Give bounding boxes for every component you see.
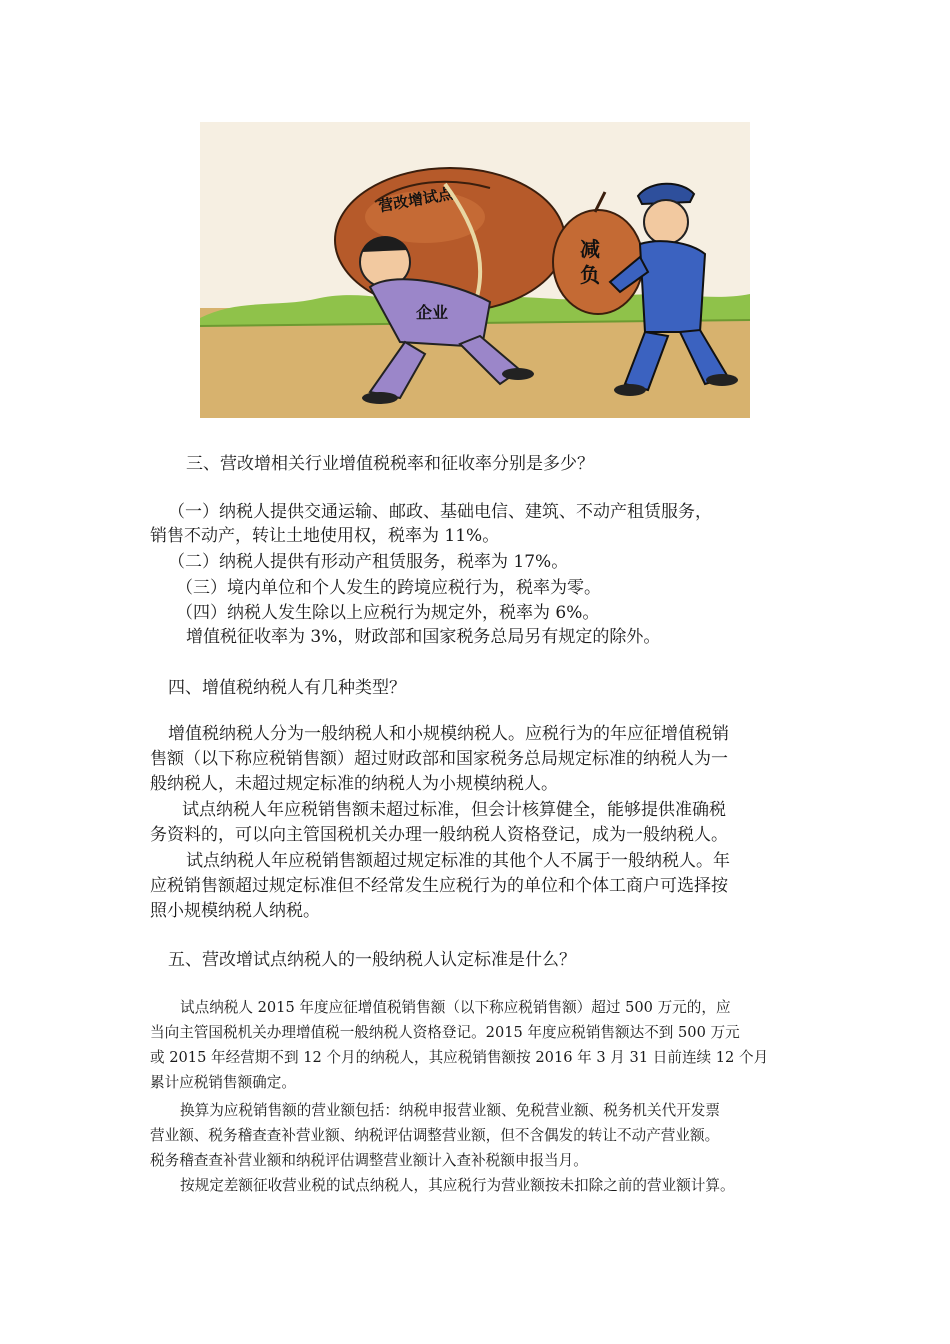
section5-p2-line2: 营业额、税务稽查查补营业额、纳税评估调整营业额，但不含偶发的转让不动产营业额。 [150, 1127, 720, 1144]
section5-p2-line1: 换算为应税销售额的营业额包括：纳税申报营业额、免税营业额、税务机关代开发票 [180, 1102, 720, 1119]
section5-p2-line3: 税务稽查查补营业额和纳税评估调整营业额计入查补税额申报当月。 [150, 1152, 588, 1169]
section5-p3: 按规定差额征收营业税的试点纳税人，其应税行为营业额按未扣除之前的营业额计算。 [180, 1177, 735, 1194]
section5-heading: 五、营改增试点纳税人的一般纳税人认定标准是什么？ [168, 950, 576, 970]
section5-p1-line4: 累计应税销售额确定。 [150, 1074, 296, 1091]
section4-heading: 四、增值税纳税人有几种类型？ [168, 678, 406, 698]
section3-p1-line1: （一）纳税人提供交通运输、邮政、基础电信、建筑、不动产租赁服务， [168, 502, 712, 522]
section5-p1-line3: 或 2015 年经营期不到 12 个月的纳税人，其应税销售额按 2016 年 3 月 31 日前连续 12 个月 [150, 1049, 769, 1066]
section3-p3: （三）境内单位和个人发生的跨境应税行为，税率为零。 [176, 578, 601, 598]
section3-p5: 增值税征收率为 3%，财政部和国家税务总局另有规定的除外。 [186, 627, 661, 647]
section4-p1-line2: 售额（以下称应税销售额）超过财政部和国家税务总局规定标准的纳税人为一 [150, 749, 728, 769]
cartoon-svg [200, 122, 750, 418]
relief-label-1: 减 [580, 237, 600, 261]
body-label: 企业 [416, 303, 449, 322]
section3-p4: （四）纳税人发生除以上应税行为规定外，税率为 6%。 [176, 603, 600, 623]
section3-p2: （二）纳税人提供有形动产租赁服务，税率为 17%。 [168, 552, 569, 572]
section4-p3-line1: 试点纳税人年应税销售额超过规定标准的其他个人不属于一般纳税人。年 [186, 851, 730, 871]
section4-p1-line3: 般纳税人，未超过规定标准的纳税人为小规模纳税人。 [150, 774, 558, 794]
section5-p1-line2: 当向主管国税机关办理增值税一般纳税人资格登记。2015 年度应税销售额达不到 500 万元 [150, 1024, 740, 1041]
section3-p1-line2: 销售不动产，转让土地使用权，税率为 11%。 [150, 526, 500, 546]
section3-heading: 三、营改增相关行业增值税税率和征收率分别是多少？ [186, 454, 594, 474]
section4-p2-line1: 试点纳税人年应税销售额未超过标准，但会计核算健全，能够提供准确税 [182, 800, 726, 820]
relief-sack [553, 210, 643, 314]
cartoon-illustration [200, 122, 750, 418]
section4-p2-line2: 务资料的，可以向主管国税机关办理一般纳税人资格登记，成为一般纳税人。 [150, 825, 728, 845]
officer-head [644, 200, 688, 244]
bag-label: 营改增试点 [377, 184, 455, 216]
section4-p3-line2: 应税销售额超过规定标准但不经常发生应税行为的单位和个体工商户可选择按 [150, 876, 728, 896]
relief-label-2: 负 [580, 263, 600, 287]
officer-body [640, 241, 705, 332]
section4-p3-line3: 照小规模纳税人纳税。 [150, 901, 320, 921]
section5-p1-line1: 试点纳税人 2015 年度应征增值税销售额（以下称应税销售额）超过 500 万元的，应 [180, 999, 731, 1016]
section4-p1-line1: 增值税纳税人分为一般纳税人和小规模纳税人。应税行为的年应征增值税销 [168, 724, 729, 744]
